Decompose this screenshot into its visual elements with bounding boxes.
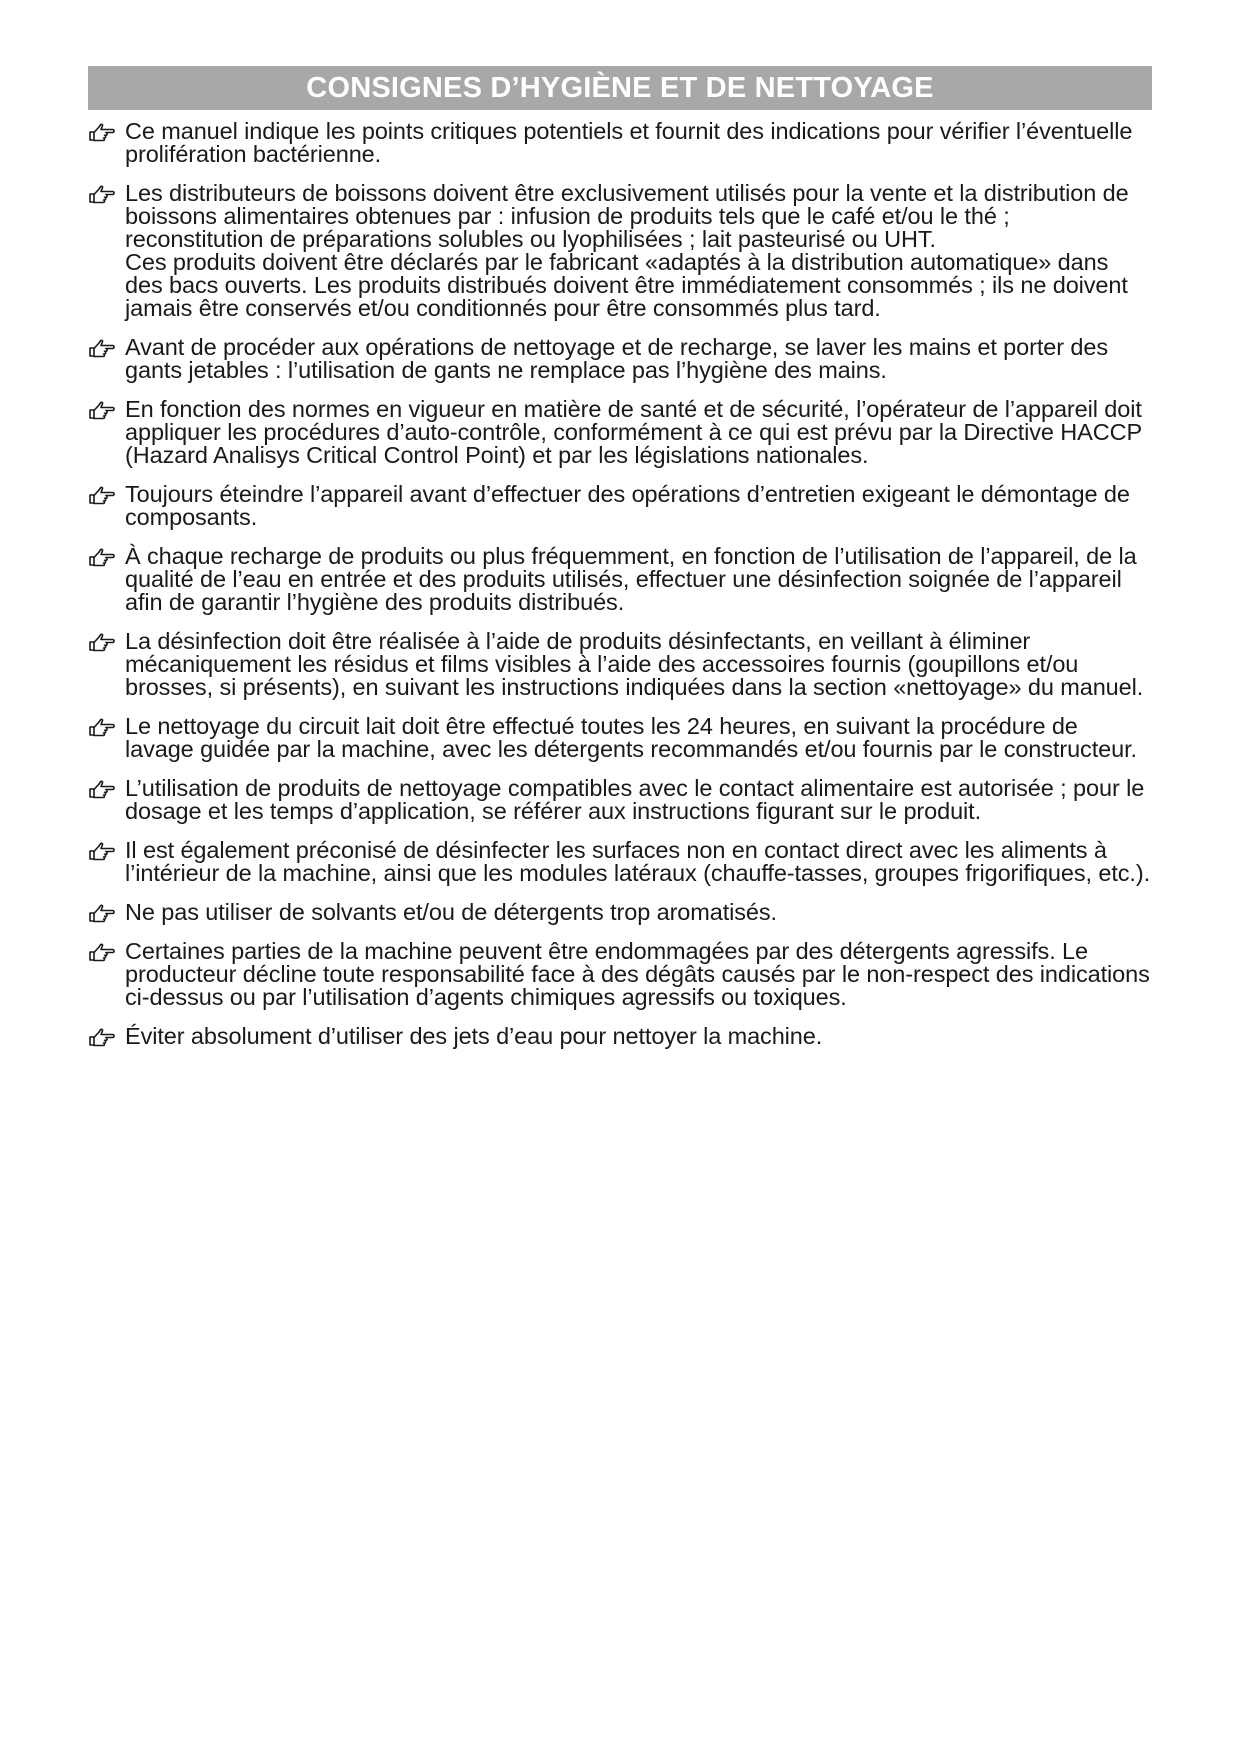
page-title: CONSIGNES D’HYGIÈNE ET DE NETTOYAGE: [306, 71, 934, 104]
pointing-hand-icon: [88, 633, 116, 653]
list-item: [88, 483, 1152, 529]
instruction-text: Il est également préconisé de désinfecter les surfaces non en contact direct avec les aliments à l’intérieur de la machine, ainsi que les modules latéraux (chauffe-tasses, groupes frigorifiques, etc.).: [125, 837, 1151, 886]
pointing-hand-icon: [88, 780, 116, 800]
list-item: [88, 1025, 1152, 1048]
instruction-text: En fonction des normes en vigueur en matière de santé et de sécurité, l’opérateur de l’appareil doit appliquer les procédures d’auto-contrôle, conformément à ce qui est prévu par la Directive HACCP (Hazard Analisys Critical Control Point) et par les législations nationales.: [125, 396, 1142, 468]
instruction-text: Avant de procéder aux opérations de nettoyage et de recharge, se laver les mains et porter des gants jetables : l’utilisation de gants ne remplace pas l’hygiène des mains.: [125, 334, 1108, 383]
instruction-text: Le nettoyage du circuit lait doit être effectué toutes les 24 heures, en suivant la procédure de lavage guidée par la machine, avec les détergents recommandés et/ou fournis par le constructeur.: [125, 713, 1137, 762]
instruction-text: Certaines parties de la machine peuvent être endommagées par des détergents agressifs. Le producteur décline toute responsabilité face à des dégâts causés par le non-respect des indications ci-dessus ou par l’utilisation d’agents chimiques agressifs ou toxiques.: [125, 938, 1150, 1010]
list-item: [88, 715, 1152, 761]
pointing-hand-icon: [88, 842, 116, 862]
pointing-hand-icon: [88, 486, 116, 506]
instruction-text: Ce manuel indique les points critiques potentiels et fournit des indications pour vérifier l’éventuelle prolifération bactérienne.: [125, 118, 1133, 167]
pointing-hand-icon: [88, 185, 116, 205]
instruction-text: Éviter absolument d’utiliser des jets d’eau pour nettoyer la machine.: [125, 1023, 823, 1049]
instruction-text: À chaque recharge de produits ou plus fréquemment, en fonction de l’utilisation de l’appareil, de la qualité de l’eau en entrée et des produits utilisés, effectuer une désinfection soignée de l’appareil afin de garantir l’hygiène des produits distribués.: [125, 543, 1137, 615]
instruction-text: Ne pas utiliser de solvants et/ou de détergents trop aromatisés.: [125, 899, 777, 925]
list-item: [88, 901, 1152, 924]
title-bar: [88, 66, 1152, 110]
instruction-text: Les distributeurs de boissons doivent être exclusivement utilisés pour la vente et la distribution de boissons alimentaires obtenues par : infusion de produits tels que le café et/ou le thé ; reconstitution de préparations solubles ou lyophilisées ; lait pasteurisé ou UHT.: [125, 180, 1129, 252]
list-item: [88, 182, 1152, 320]
list-item: [88, 940, 1152, 1009]
instruction-text: La désinfection doit être réalisée à l’aide de produits désinfectants, en veillant à éliminer mécaniquement les résidus et films visibles à l’aide des accessoires fournis (goupillons et/ou brosses, si présents), en suivant les instructions indiquées dans la section «nettoyage» du manuel.: [125, 628, 1144, 700]
list-item: [88, 120, 1152, 166]
pointing-hand-icon: [88, 718, 116, 738]
list-item: [88, 545, 1152, 614]
pointing-hand-icon: [88, 904, 116, 924]
pointing-hand-icon: [88, 1028, 116, 1048]
pointing-hand-icon: [88, 943, 116, 963]
instruction-text: L’utilisation de produits de nettoyage compatibles avec le contact alimentaire est autorisée ; pour le dosage et les temps d’application, se référer aux instructions figurant sur le produit.: [125, 775, 1145, 824]
pointing-hand-icon: [88, 123, 116, 143]
pointing-hand-icon: [88, 548, 116, 568]
instruction-text: Ces produits doivent être déclarés par le fabricant «adaptés à la distribution automatique» dans des bacs ouverts. Les produits distribués doivent être immédiatement consommés ; ils ne doivent jamais être conservés et/ou conditionnés pour être consommés plus tard.: [125, 249, 1128, 321]
pointing-hand-icon: [88, 401, 116, 421]
instruction-text: Toujours éteindre l’appareil avant d’effectuer des opérations d’entretien exigeant le démontage de composants.: [125, 481, 1130, 530]
document-page: [88, 66, 1152, 1064]
pointing-hand-icon: [88, 339, 116, 359]
instruction-list: [88, 120, 1152, 1048]
list-item: [88, 777, 1152, 823]
list-item: [88, 398, 1152, 467]
list-item: [88, 839, 1152, 885]
list-item: [88, 336, 1152, 382]
list-item: [88, 630, 1152, 699]
